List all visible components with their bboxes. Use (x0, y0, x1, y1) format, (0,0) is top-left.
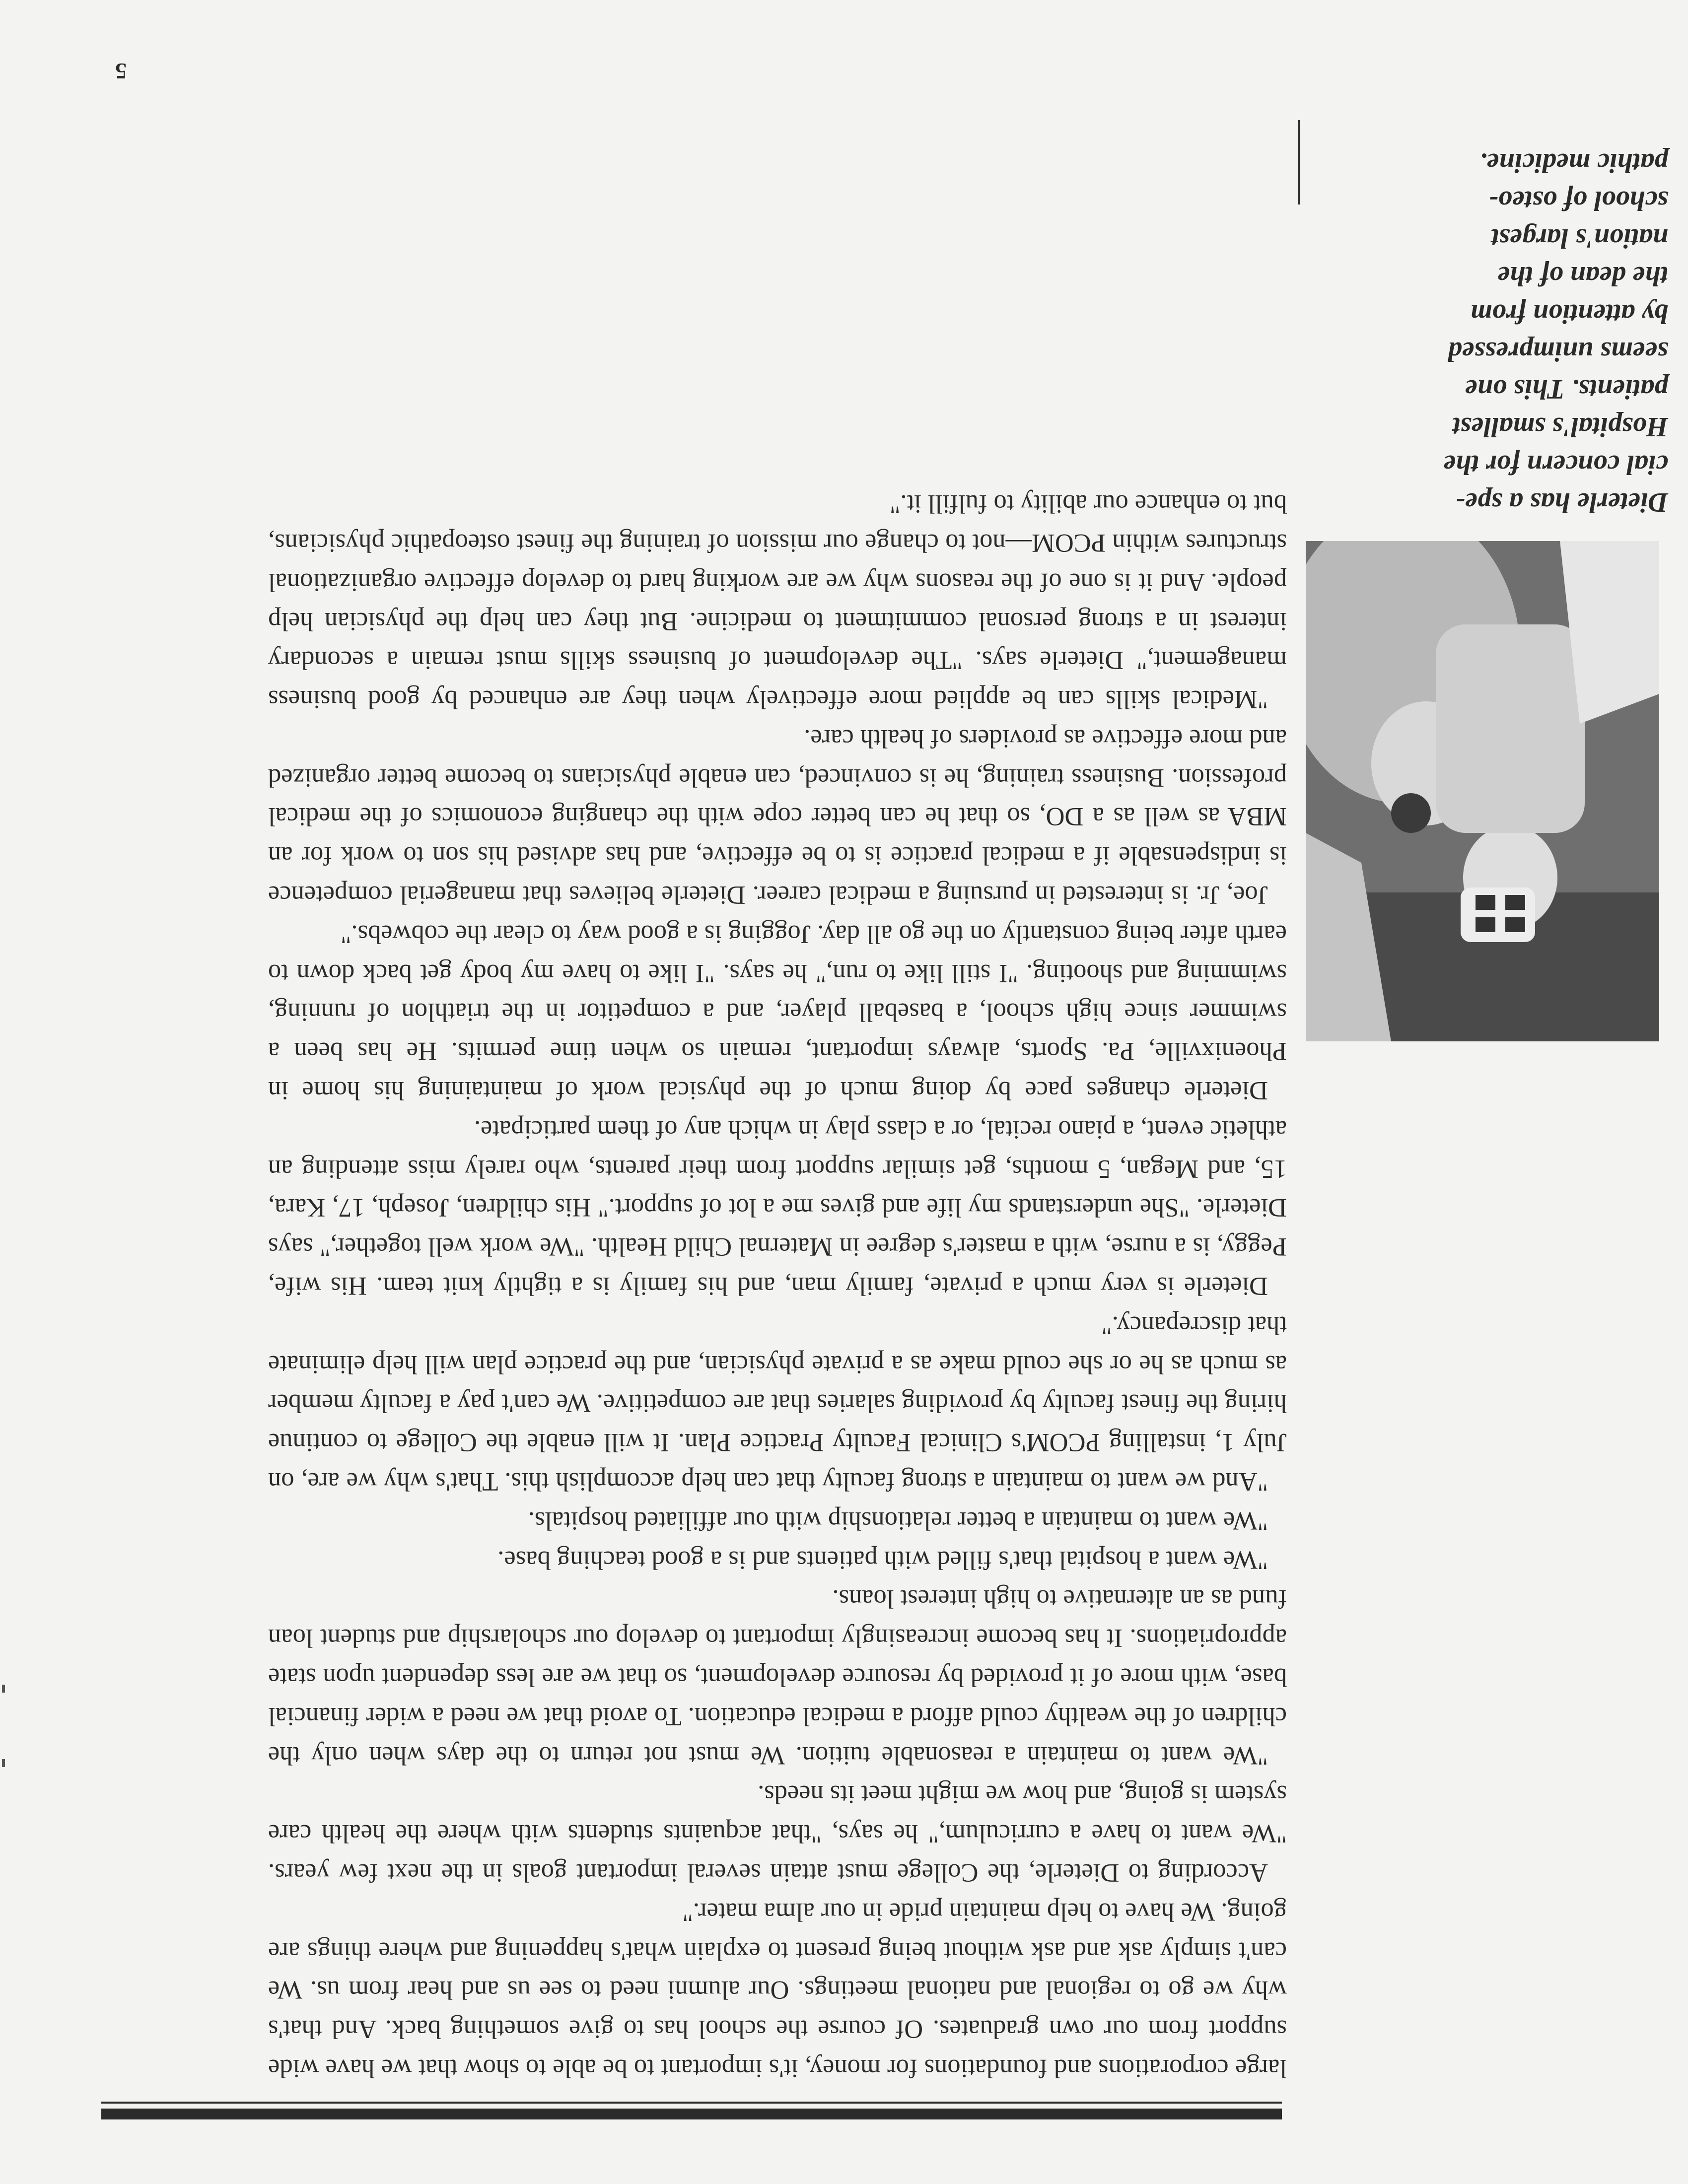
caption-line: cial concern for the (1443, 449, 1668, 480)
caption-line: Dieterle has a spe- (1456, 487, 1668, 518)
caption-line: Hospital's smallest (1452, 411, 1668, 442)
photo-caption (1390, 144, 1668, 521)
binding-mark (2, 1759, 5, 1767)
photo-icon (1306, 541, 1659, 1041)
binding-mark (2, 1685, 5, 1693)
caption-line: nation's largest (1491, 223, 1668, 254)
paragraph: According to Dieterle, the College must attain several important goals in the next few years. "We want to have a curriculum," he says, "that acquaints students with where the health care system is going, and how we might meet its needs. (268, 1780, 1287, 1888)
caption-line: school of osteo- (1489, 185, 1668, 216)
paragraph: "And we want to maintain a strong faculty that can help accomplish this. That's why we are, on July 1, installing PCOM's Clinical Faculty Practice Plan. It will enable the College to continue hiring the finest faculty by providing salaries that are competitive. We can't pay a faculty member as much as he or she could make as a private physician, and the practice plan will help eliminate that discrepancy." (268, 1310, 1287, 1497)
caption-line: patients. This one (1465, 374, 1668, 405)
caption-line: by attention from (1470, 298, 1668, 329)
header-bar (101, 2109, 1282, 2119)
paragraph: "We want a hospital that's filled with patients and is a good teaching base. (497, 1545, 1268, 1574)
photo-illustration (1306, 541, 1659, 1041)
header-rule (101, 2102, 1282, 2104)
caption-line: pathic medicine. (1479, 147, 1668, 178)
caption-line: seems unimpressed (1448, 336, 1668, 367)
column-rule (1298, 120, 1300, 205)
paragraph: "Medical skills can be applied more effectively when they are enhanced by good business management," Dieterle says. "The development of business skills must remain a secondary interest in a strong personal commitment to medicine. But they can help the physician help people. And it is one of the reasons why we are working hard to develop effective organizational structures within PCOM—not to change our mission of training the finest osteopathic physicians, but to enhance our ability to fulfill it." (268, 489, 1287, 714)
paragraph: large corporations and foundations for money, it's important to be able to show that we have wide support from our own graduates. Of course the school has to give something back. And that's why we go to regional and national meetings. Our alumni need to see us and hear from us. We can't simply ask and ask without being present to explain what's happening and where things are going. We have to help maintain pride in our alma mater." (268, 1897, 1287, 2083)
paragraph: Joe, Jr. is interested in pursuing a medical career. Dieterle believes that managerial competence is indispensable if a medical practice is to be effective, and has advised his son to work for an MBA as well as a DO, so that he can better cope with the changing economics of the medical profession. Business training, he is convinced, can enable physicians to become better organized and more effective as providers of health care. (268, 724, 1287, 910)
caption-line: the dean of the (1497, 261, 1668, 291)
article-body (268, 484, 1287, 2088)
page-number: 5 (115, 59, 127, 84)
paragraph: "We want to maintain a reasonable tuition. We must not return to the days when only the children of the wealthy could afford a medical education. To avoid that we need a wider financial base, with more of it provided by resource development, so that we are less dependent upon state appropriations. It has become increasingly important to develop our scholarship and student loan fund as an alternative to high interest loans. (268, 1584, 1287, 1770)
paragraph: Dieterle is very much a private, family man, and his family is a tightly knit team. His wife, Peggy, is a nurse, with a master's degree in Maternal Child Health. "We work well together," says Dieterle. "She understands my life and gives me a lot of support." His children, Joseph, 17, Kara, 15, and Megan, 5 months, get similar support from their parents, who rarely miss attending an athletic event, a piano recital, or a class play in which any of them participate. (268, 1115, 1287, 1301)
paragraph: "We want to maintain a better relationship with our affiliated hospitals. (528, 1506, 1268, 1535)
paragraph: Dieterle changes pace by doing much of the physical work of maintaining his home in Phoenixville, Pa. Sports, always important, remain so when time permits. He has been a swimmer since high school, a baseball player, and a competitor in the triathlon of running, swimming and shooting. "I still like to run," he says. "I like to have my body get back down to earth after being constantly on the go all day. Jogging is a good way to clear the cobwebs." (268, 919, 1287, 1105)
